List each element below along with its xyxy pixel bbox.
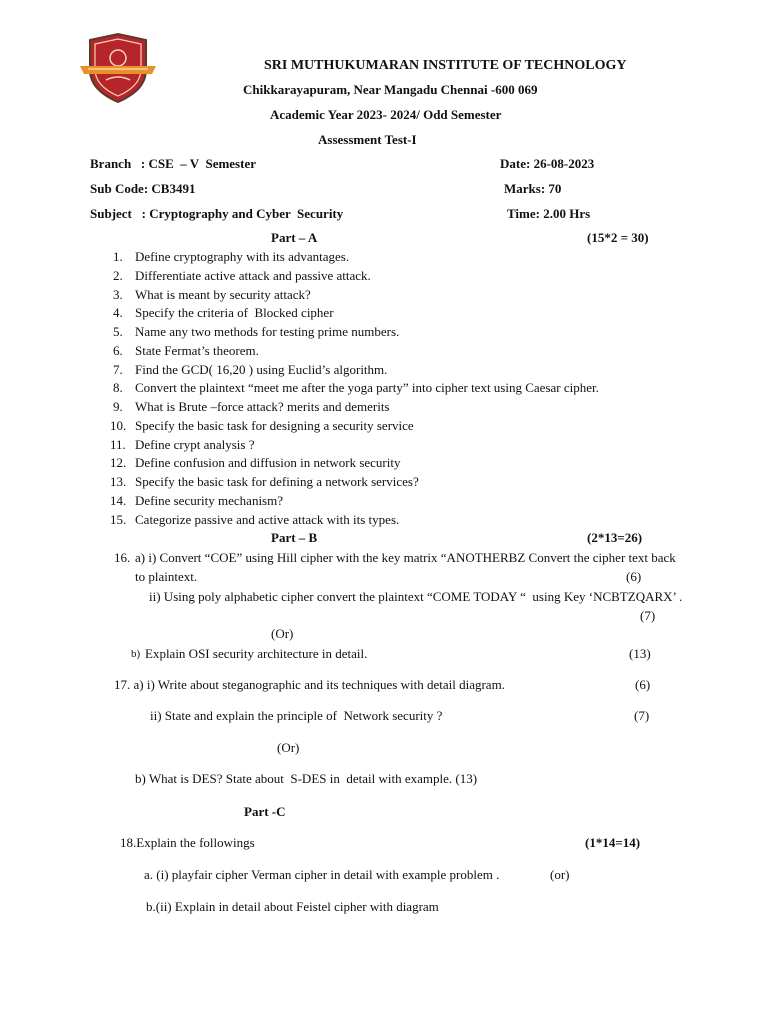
question-number: 3. [113,286,123,302]
question-text: Define cryptography with its advantages. [135,249,350,264]
question-text: State Fermat’s theorem. [135,342,259,358]
question-number: 5. [113,324,123,339]
q18-or: (or) [550,867,570,882]
q18-b: b.(ii) Explain in detail about Feistel cipher with diagram [146,899,439,914]
question-text: Find the GCD( 16,20 ) using Euclid’s algorithm. [135,361,388,377]
institute-address: Chikkarayapuram, Near Mangadu Chennai -600 069 [243,82,538,97]
q16-b-label: b) [131,648,141,660]
q16-or: (Or) [271,626,294,641]
question-text: Differentiate active attack and passive attack. [135,267,371,283]
part-c-title: Part -C [244,804,286,819]
question-number: 12. [110,455,127,471]
question-text: Define confusion and diffusion in network security [135,455,401,471]
part-b-marks: (2*13=26) [587,530,643,545]
question-number: 11. [110,436,126,452]
question-number: 1. [113,249,123,264]
institute-logo [80,32,156,104]
q17-a-i-marks: (6) [635,677,651,692]
question-text: Specify the basic task for designing a security service [135,417,414,433]
q17-a-ii-marks: (7) [634,708,650,723]
exam-date: Date: 26-08-2023 [500,156,595,171]
question-number: 6. [113,342,123,358]
question-text: Categorize passive and active attack with its types. [135,511,400,527]
part-a-marks: (15*2 = 30) [587,230,649,245]
q17-a-ii: ii) State and explain the principle of Network security ? [150,708,443,723]
q16-a-i-cont: to plaintext. [135,569,198,584]
question-text: Convert the plaintext “meet me after the yoga party” into cipher text using Caesar cipher. [135,380,599,396]
q18-a: a. (i) playfair cipher Verman cipher in detail with example problem . [144,867,500,882]
q16-b-marks: (13) [629,646,651,661]
question-number: 4. [113,305,123,321]
question-number: 9. [113,399,123,414]
q17-or: (Or) [277,740,300,755]
question-number: 7. [113,361,123,377]
part-c-marks: (1*14=14) [585,835,641,850]
question-text: Define crypt analysis ? [135,436,255,452]
q17-a-i: 17. a) i) Write about steganographic and its techniques with detail diagram. [114,677,505,692]
exam-time: Time: 2.00 Hrs [507,206,591,221]
institute-name: SRI MUTHUKUMARAN INSTITUTE OF TECHNOLOGY [264,58,627,73]
q16-a-i-marks: (6) [626,569,642,584]
question-number: 15. [110,511,127,527]
branch: Branch : CSE – V Semester [90,156,256,171]
q17-b: b) What is DES? State about S-DES in detail with example. (13) [135,771,478,786]
question-text: Define security mechanism? [135,492,283,508]
q16-a-ii: ii) Using poly alphabetic cipher convert the plaintext “COME TODAY “ using Key ‘NCBTZQARX’ . [149,589,683,604]
question-text: What is Brute –force attack? merits and demerits [135,399,390,414]
question-number: 14. [110,492,127,508]
question-text: What is meant by security attack? [135,286,311,302]
q18: 18.Explain the followings [120,835,255,850]
question-text: Name any two methods for testing prime numbers. [135,324,400,339]
test-name: Assessment Test-I [318,132,417,147]
academic-year: Academic Year 2023- 2024/ Odd Semester [270,107,502,122]
subject-code: Sub Code: CB3491 [90,181,196,196]
shield-icon [80,32,156,104]
question-number: 8. [113,380,123,396]
part-a-title: Part – A [271,230,318,245]
q16-b: Explain OSI security architecture in detail. [145,646,368,661]
part-b-title: Part – B [271,530,318,545]
question-number: 2. [113,267,123,283]
question-number: 13. [110,474,127,489]
q16-a-i: a) i) Convert “COE” using Hill cipher with the key matrix “ANOTHERBZ Convert the cipher text back [135,550,676,565]
total-marks: Marks: 70 [504,181,562,196]
subject: Subject : Cryptography and Cyber Security [90,206,344,221]
question-number: 10. [110,417,127,433]
question-text: Specify the basic task for defining a network services? [135,474,419,489]
q16-number: 16. [114,550,131,565]
q16-a-ii-marks: (7) [640,608,656,623]
question-text: Specify the criteria of Blocked cipher [135,305,334,321]
